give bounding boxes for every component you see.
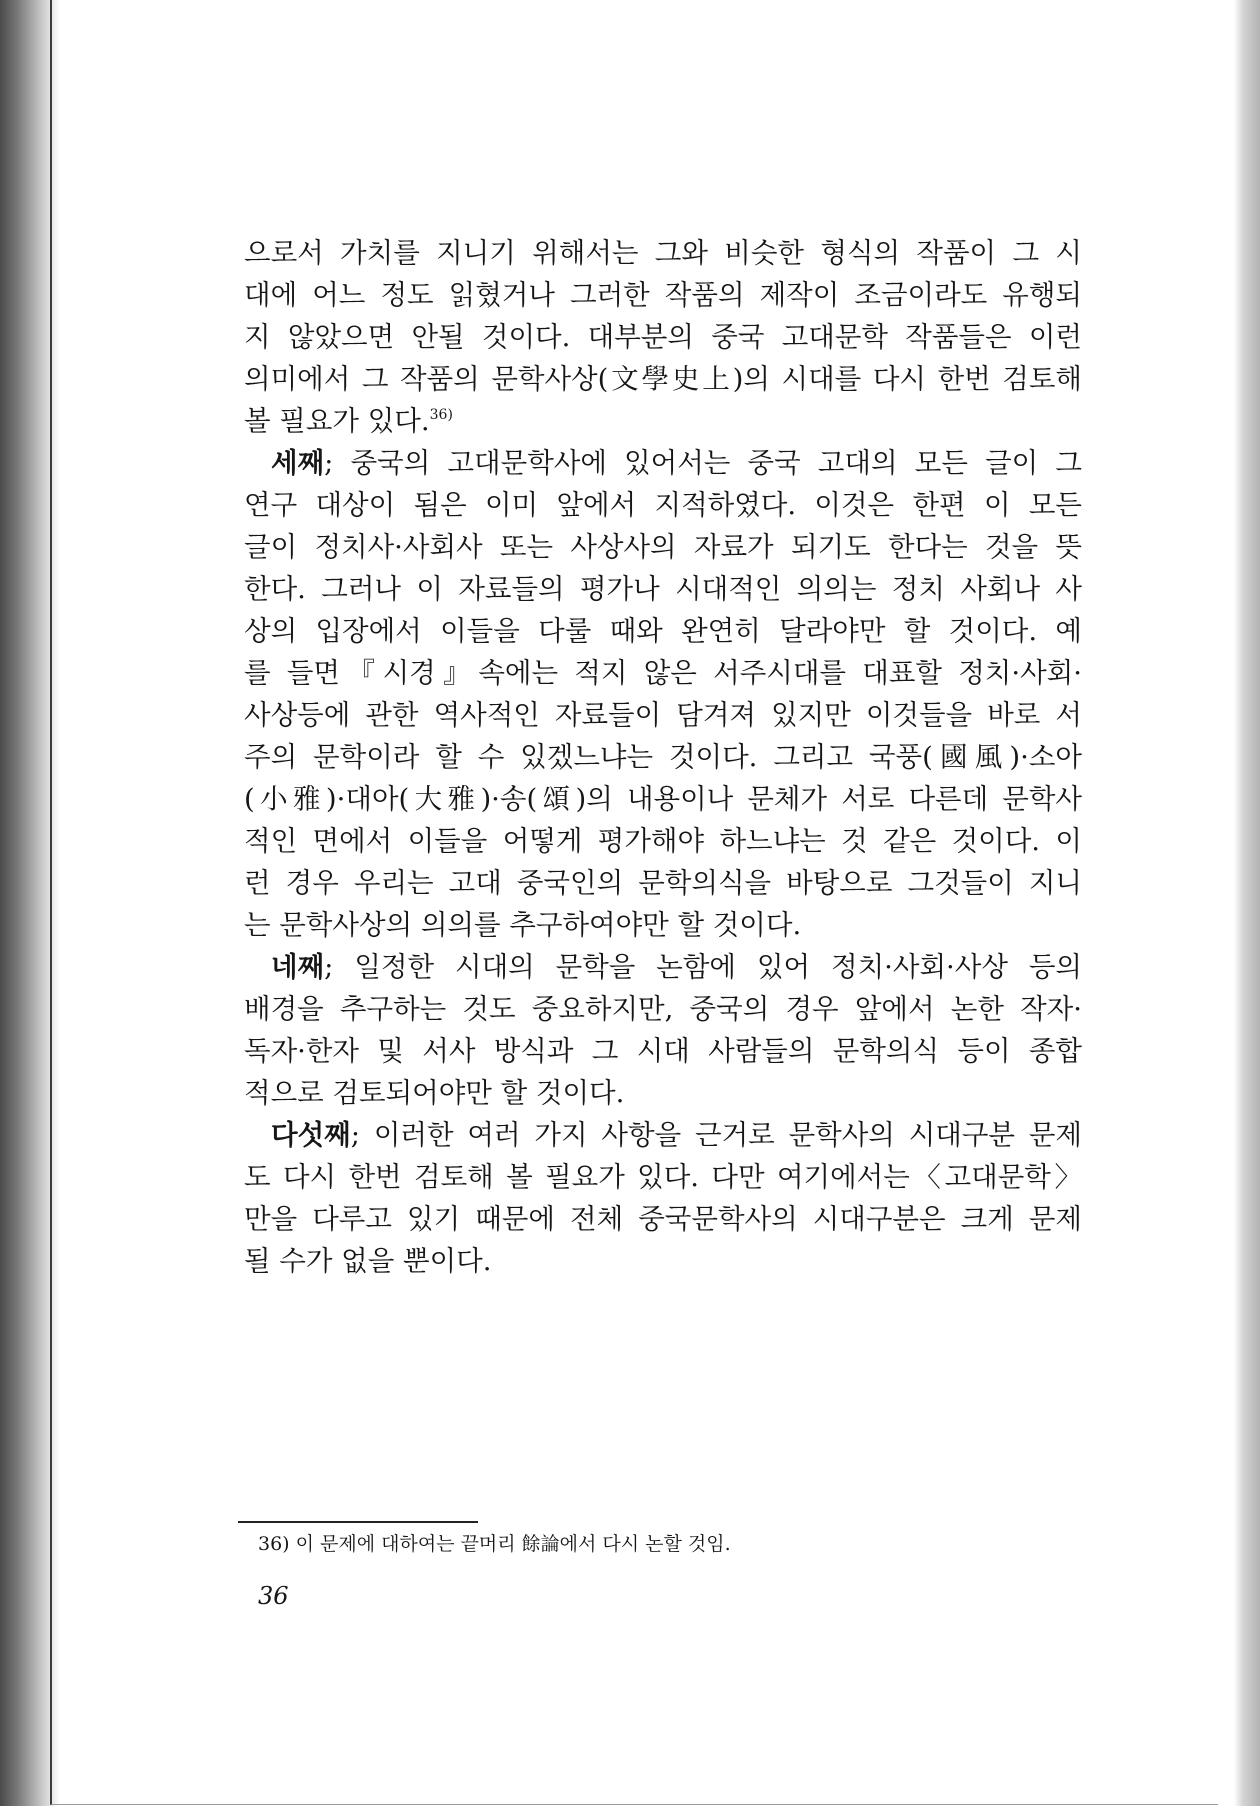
footnote-marker: 36)	[429, 407, 453, 423]
line-text: 의미에서 그 작품의 문학사상(文學史上)의 시대를 다시 한번 검토해	[244, 363, 1082, 395]
text-line	[244, 1114, 1082, 1156]
page-edge-shadow	[1234, 0, 1260, 1806]
text-line	[244, 1030, 1082, 1072]
line-text: (小雅)·대아(大雅)·송(頌)의 내용이나 문체가 서로 다른데 문학사	[244, 783, 1082, 815]
line-text: 볼 필요가 있다.	[244, 405, 430, 437]
text-line	[244, 652, 1082, 694]
line-text: 독자·한자 및 서사 방식과 그 시대 사람들의 문학의식 등이 종합	[244, 1035, 1082, 1067]
line-text: 연구 대상이 됨은 이미 앞에서 지적하였다. 이것은 한편 이 모든	[244, 489, 1082, 521]
line-text: 한다. 그러나 이 자료들의 평가나 시대적인 의의는 정치 사회나 사	[244, 573, 1082, 605]
line-text: ; 일정한 시대의 문학을 논함에 있어 정치·사회·사상 등의	[324, 951, 1082, 983]
text-line	[244, 778, 1082, 820]
text-line	[244, 442, 1082, 484]
line-text: 런 경우 우리는 고대 중국인의 문학의식을 바탕으로 그것들이 지니	[244, 867, 1082, 899]
line-text: 지 않았으면 안될 것이다. 대부분의 중국 고대문학 작품들은 이런	[244, 321, 1082, 353]
text-line	[244, 358, 1082, 400]
line-text: 으로서 가치를 지니기 위해서는 그와 비슷한 형식의 작품이 그 시	[244, 237, 1082, 269]
text-line	[244, 904, 1082, 946]
body-text	[244, 232, 1082, 1282]
line-text: 사상등에 관한 역사적인 자료들이 담겨져 있지만 이것들을 바로 서	[244, 699, 1082, 731]
text-line	[244, 736, 1082, 778]
text-line	[244, 316, 1082, 358]
text-line	[244, 694, 1082, 736]
text-line	[244, 1072, 1082, 1114]
text-line	[244, 232, 1082, 274]
paragraph-heading: 다섯째	[271, 1119, 351, 1151]
line-text: 배경을 추구하는 것도 중요하지만, 중국의 경우 앞에서 논한 작자·	[244, 993, 1082, 1025]
line-text: 글이 정치사·사회사 또는 사상사의 자료가 되기도 한다는 것을 뜻	[244, 531, 1082, 563]
line-text: 만을 다루고 있기 때문에 전체 중국문학사의 시대구분은 크게 문제	[244, 1203, 1082, 1235]
text-line	[244, 610, 1082, 652]
text-line	[244, 820, 1082, 862]
text-line	[244, 946, 1082, 988]
paragraph-heading: 네째	[271, 951, 325, 983]
line-text: 는 문학사상의 의의를 추구하여야만 할 것이다.	[244, 909, 802, 941]
footnote-rule	[238, 1521, 478, 1523]
text-line	[244, 1156, 1082, 1198]
text-line	[244, 568, 1082, 610]
line-text: 적으로 검토되어야만 할 것이다.	[244, 1077, 625, 1109]
line-text: 대에 어느 정도 읽혔거나 그러한 작품의 제작이 조금이라도 유행되	[244, 279, 1082, 311]
text-line	[244, 1198, 1082, 1240]
paragraph-heading: 세째	[271, 447, 325, 479]
line-text: 될 수가 없을 뿐이다.	[244, 1245, 492, 1277]
line-text: 도 다시 한번 검토해 볼 필요가 있다. 다만 여기에서는〈고대문학〉	[244, 1161, 1082, 1193]
text-line	[244, 526, 1082, 568]
text-line	[244, 484, 1082, 526]
text-line	[244, 400, 1082, 442]
footnote-36: 36) 이 문제에 대하여는 끝머리 餘論에서 다시 논할 것임.	[258, 1533, 731, 1555]
line-text: 를 들면『시경』속에는 적지 않은 서주시대를 대표할 정치·사회·	[244, 657, 1082, 689]
line-text: 주의 문학이라 할 수 있겠느냐는 것이다. 그리고 국풍(國風)·소아	[244, 741, 1082, 773]
line-text: ; 중국의 고대문학사에 있어서는 중국 고대의 모든 글이 그	[324, 447, 1082, 479]
text-line	[244, 862, 1082, 904]
page-number: 36	[258, 1582, 289, 1610]
text-line	[244, 988, 1082, 1030]
text-line	[244, 1240, 1082, 1282]
text-line	[244, 274, 1082, 316]
line-text: 적인 면에서 이들을 어떻게 평가해야 하느냐는 것 같은 것이다. 이	[244, 825, 1082, 857]
line-text: 상의 입장에서 이들을 다룰 때와 완연히 달라야만 할 것이다. 예	[244, 615, 1082, 647]
line-text: ; 이러한 여러 가지 사항을 근거로 문학사의 시대구분 문제	[350, 1119, 1082, 1151]
